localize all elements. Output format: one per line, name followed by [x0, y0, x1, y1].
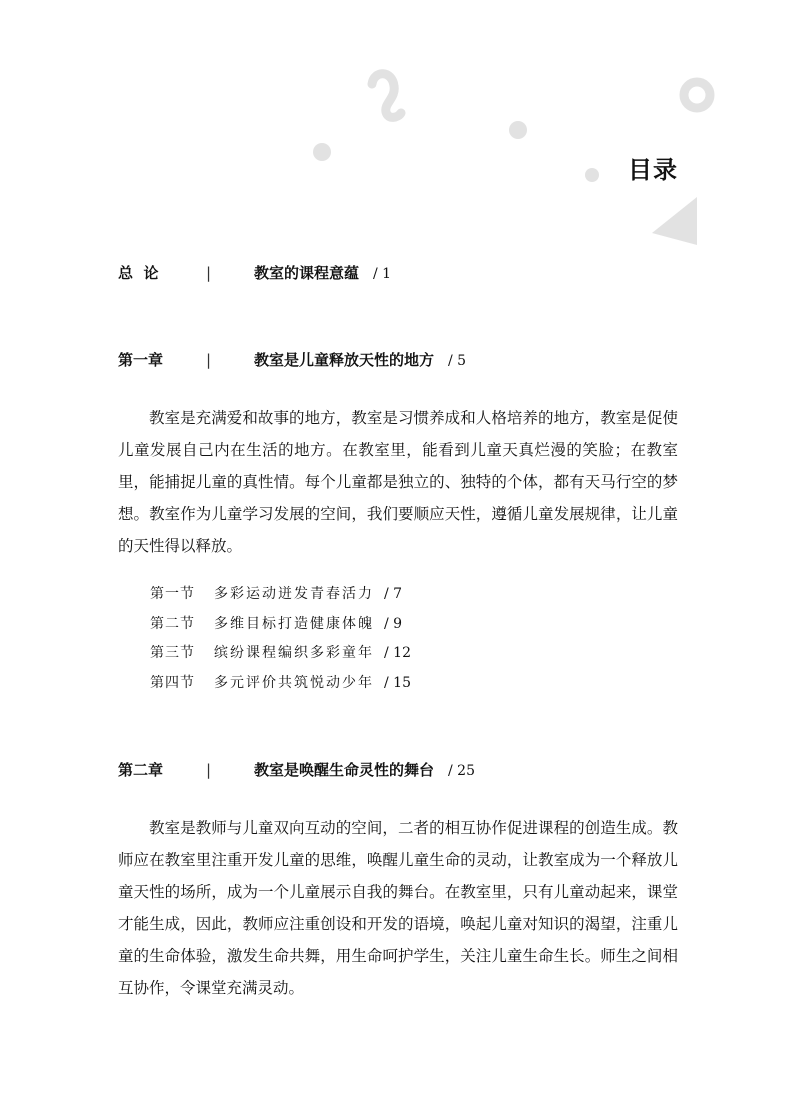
section-title: 缤纷课程编织多彩童年 [214, 645, 374, 661]
chapter-2-summary: 教室是教师与儿童双向互动的空间，二者的相互协作促进课程的创造生成。教师应在教室里注重开发儿童的思维，唤醒儿童生命的灵动，让教室成为一个释放儿童天性的场所，成为一个儿童展示自我的舞台。在教室里，只有儿童动起来，课堂才能生成，因此，教师应注重创设和开发的语境，唤起儿童对知识的渴望，注重儿童的生命体验，激发生命共舞，用生命呵护学生，关注儿童生命生长。师生之间相互协作，令课堂充满灵动。 [118, 819, 678, 997]
decorative-triangle [652, 197, 697, 245]
section-item[interactable] [150, 669, 411, 699]
entry-label: 第一章 [118, 351, 164, 369]
chapter-1-summary: 教室是充满爱和故事的地方，教室是习惯养成和人格培养的地方，教室是促使儿童发展自己内在生活的地方。在教室里，能看到儿童天真烂漫的笑脸；在教室里，能捕捉儿童的真性情。每个儿童都是独立的、独特的个体，都有天马行空的梦想。教室作为儿童学习发展的空间，我们要顺应天性，遵循儿童发展规律，让儿童的天性得以释放。 [118, 409, 678, 555]
page-number: / 25 [448, 763, 475, 779]
section-title: 多彩运动迸发青春活力 [214, 586, 374, 602]
chapter-1-section-list [150, 580, 411, 698]
section-page: / 7 [384, 586, 403, 602]
decorative-dot [313, 143, 331, 161]
separator: | [206, 264, 212, 282]
decorative-dot [509, 121, 527, 139]
section-number: 第二节 [150, 615, 195, 632]
section-number: 第三节 [150, 645, 195, 661]
section-item[interactable] [150, 610, 411, 640]
section-number: 第四节 [150, 674, 195, 691]
decorative-dot [585, 168, 599, 182]
toc-entry-chapter-2[interactable] [118, 758, 718, 782]
page-title: 目录 [628, 156, 678, 184]
section-item[interactable] [150, 580, 411, 610]
decorative-s-curve [372, 74, 401, 118]
toc-entry-intro[interactable] [118, 261, 718, 285]
entry-title: 教室是唤醒生命灵性的舞台 [254, 761, 435, 779]
section-number: 第一节 [150, 586, 195, 602]
section-item[interactable] [150, 639, 411, 669]
separator: | [206, 351, 212, 369]
section-title: 多维目标打造健康体魄 [214, 615, 374, 632]
section-title: 多元评价共筑悦动少年 [214, 674, 374, 691]
decorative-ring [684, 82, 710, 108]
entry-label: 第二章 [118, 761, 164, 779]
page-number: / 5 [448, 353, 467, 369]
decorative-shapes [0, 0, 791, 260]
entry-title: 教室是儿童释放天性的地方 [254, 351, 435, 369]
entry-title: 教室的课程意蕴 [254, 264, 360, 282]
entry-label: 总 论 [118, 264, 159, 282]
page-number: / 1 [373, 266, 392, 282]
separator: | [206, 761, 212, 779]
section-page: / 12 [384, 645, 411, 661]
section-page: / 9 [384, 615, 403, 632]
toc-entry-chapter-1[interactable] [118, 348, 718, 372]
section-page: / 15 [384, 674, 411, 691]
